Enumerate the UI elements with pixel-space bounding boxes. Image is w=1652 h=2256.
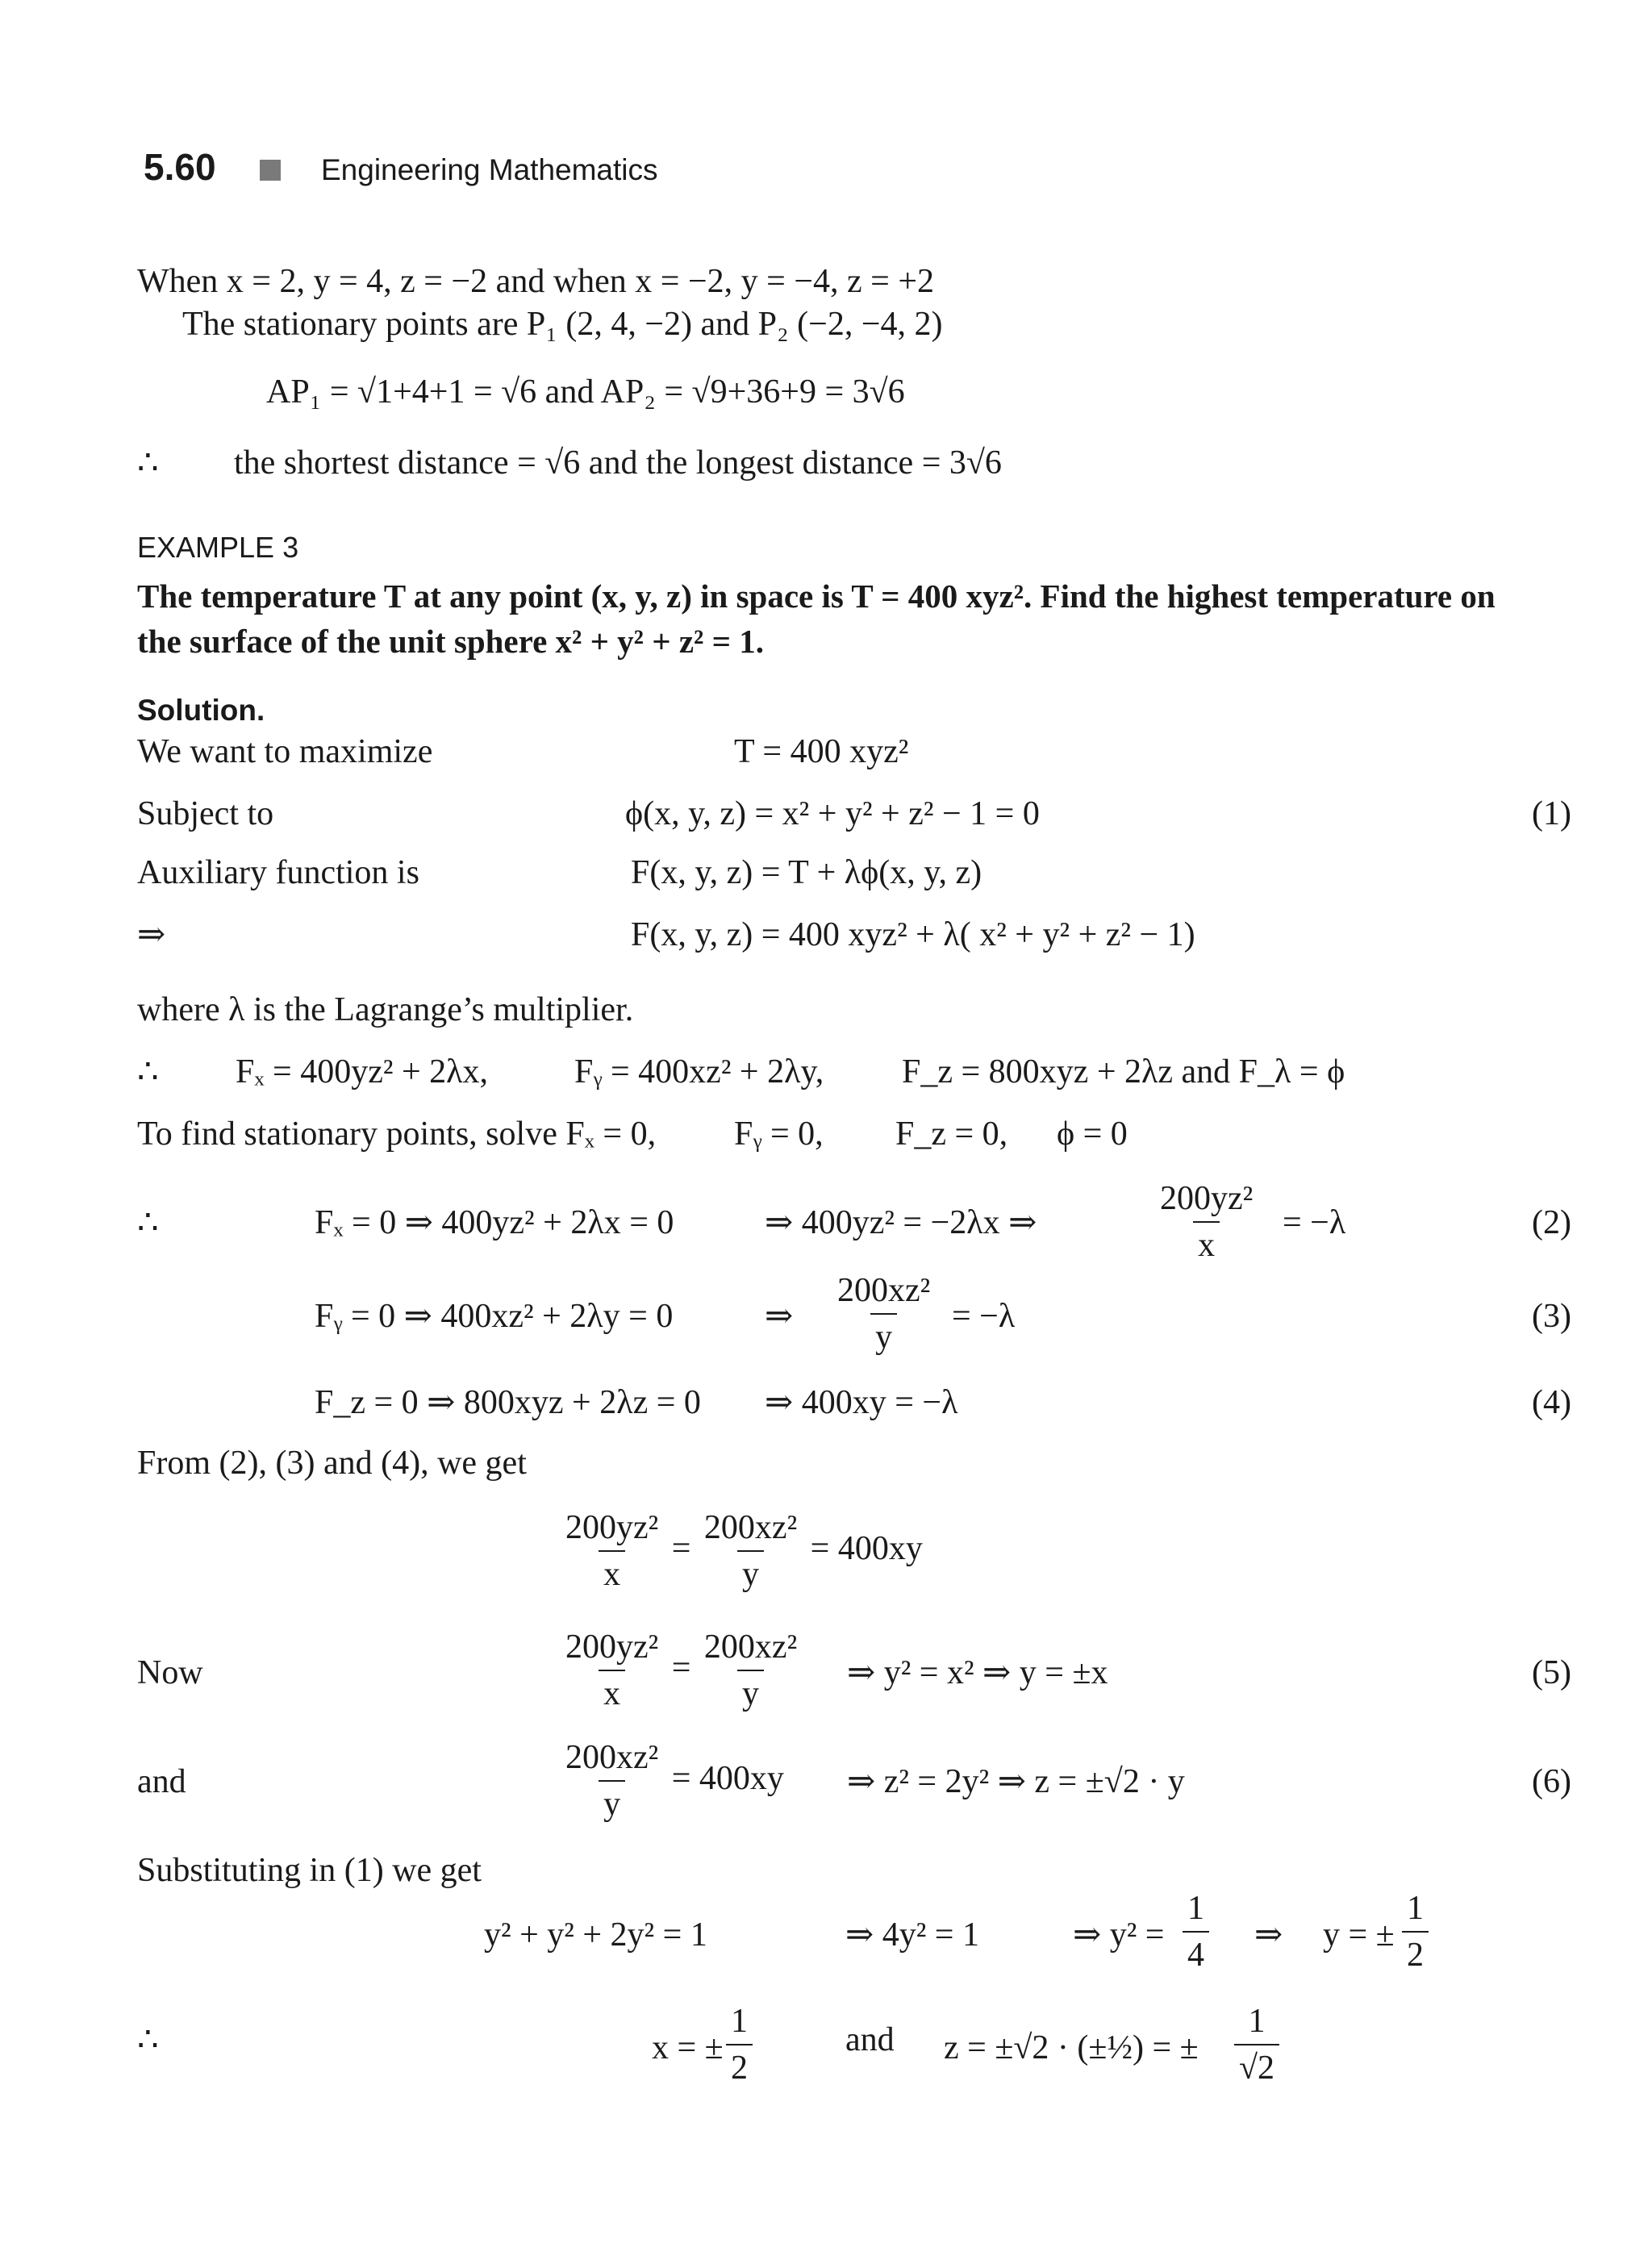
denominator: x xyxy=(599,1670,625,1713)
stationary-intro: To find stationary points, solve Fₓ = 0, xyxy=(137,1115,657,1153)
numerator: 200xz² xyxy=(565,1739,659,1776)
problem-statement: the surface of the unit sphere x² + y² + z² = 1. xyxy=(137,623,764,660)
denominator: 2 xyxy=(1402,1931,1429,1975)
denominator: x xyxy=(599,1550,625,1594)
lagrange-note: where λ is the Lagrange’s multiplier. xyxy=(137,991,634,1028)
equation-rhs: = −λ xyxy=(952,1298,1016,1335)
numerator: 200yz² xyxy=(565,1628,659,1666)
text-line: The stationary points are P₁ (2, 4, −2) and P₂ (−2, −4, 2) xyxy=(182,306,943,343)
fraction xyxy=(832,1271,935,1357)
equation-number: (6) xyxy=(1532,1763,1571,1800)
equation-rest: ⇒ z² = 2y² ⇒ z = ±√2 · y xyxy=(847,1763,1185,1800)
row-label: and xyxy=(137,1763,186,1800)
equation-number: (4) xyxy=(1532,1384,1571,1421)
therefore-symbol: ∴ xyxy=(137,1204,159,1241)
equation-number: (2) xyxy=(1532,1204,1571,1241)
denominator: y xyxy=(870,1313,897,1357)
row-label: We want to maximize xyxy=(137,733,433,770)
equation-rhs: = 400xy xyxy=(810,1529,923,1567)
fraction xyxy=(561,1628,663,1714)
row-label: Auxiliary function is xyxy=(137,854,419,891)
solution-label: Solution. xyxy=(137,694,265,727)
final-x: x = ± xyxy=(652,2029,724,2066)
equation-number: (1) xyxy=(1532,795,1571,832)
numerator: 1 xyxy=(1407,1890,1424,1927)
row-expression: T = 400 xyz² xyxy=(734,733,909,770)
denominator: 4 xyxy=(1183,1931,1209,1975)
equation-lhs: Fₓ = 0 ⇒ 400yz² + 2λx = 0 xyxy=(315,1204,674,1241)
numerator: 200xz² xyxy=(703,1509,798,1546)
stationary-fz: F_z = 0, xyxy=(895,1115,1008,1153)
fraction xyxy=(699,1628,802,1714)
conjunction: and xyxy=(845,2021,895,2058)
numerator: 200yz² xyxy=(1160,1180,1254,1217)
partial-fx: Fₓ = 400yz² + 2λx, xyxy=(236,1053,489,1090)
denominator: 2 xyxy=(726,2044,753,2087)
numerator: 1 xyxy=(731,2003,748,2040)
stationary-phi: ϕ = 0 xyxy=(1057,1115,1128,1153)
equation-mid: ⇒ 400yz² = −2λx ⇒ xyxy=(765,1204,1037,1241)
partial-fz: F_z = 800xyz + 2λz and F_λ = ϕ xyxy=(902,1053,1345,1090)
problem-statement: The temperature T at any point (x, y, z) in space is T = 400 xyz². Find the highest temperature on xyxy=(137,578,1496,615)
therefore-symbol: ∴ xyxy=(137,2021,159,2058)
final-result: y = ± xyxy=(1323,1916,1395,1954)
example-label: EXAMPLE 3 xyxy=(137,531,299,564)
therefore-symbol: ∴ xyxy=(137,444,159,482)
numerator: 200xz² xyxy=(837,1272,931,1309)
row-expression: ϕ(x, y, z) = x² + y² + z² − 1 = 0 xyxy=(625,795,1040,832)
substitution-expression: y² + y² + 2y² = 1 xyxy=(484,1916,707,1954)
denominator: y xyxy=(599,1780,625,1824)
formula-line: AP₁ = √1+4+1 = √6 and AP₂ = √9+36+9 = 3√6 xyxy=(266,373,905,411)
substitution-step: ⇒ y² = xyxy=(1073,1916,1165,1954)
denominator: y xyxy=(737,1670,764,1713)
text-line: From (2), (3) and (4), we get xyxy=(137,1445,527,1482)
equation-rhs: = −λ xyxy=(1283,1204,1346,1241)
implies-symbol: ⇒ xyxy=(1254,1916,1283,1954)
denominator: x xyxy=(1193,1221,1220,1265)
fraction xyxy=(561,1738,663,1824)
numerator: 1 xyxy=(1187,1890,1204,1927)
fraction xyxy=(1234,2002,1279,2088)
text-line: When x = 2, y = 4, z = −2 and when x = −2, y = −4, z = +2 xyxy=(137,263,935,300)
header-square-icon xyxy=(260,160,281,181)
fraction xyxy=(699,1508,802,1595)
final-z: z = ±√2 · (±½) = ± xyxy=(944,2029,1199,2066)
equation-lhs: Fᵧ = 0 ⇒ 400xz² + 2λy = 0 xyxy=(315,1298,674,1335)
equation-mid: ⇒ xyxy=(765,1298,794,1335)
equation-number: (5) xyxy=(1532,1654,1571,1691)
numerator: 1 xyxy=(1248,2003,1266,2040)
row-expression: F(x, y, z) = 400 xyz² + λ( x² + y² + z² − 1) xyxy=(631,916,1195,953)
equation-mid: ⇒ 400xy = −λ xyxy=(765,1384,958,1421)
fraction xyxy=(1155,1179,1258,1266)
stationary-fy: Fᵧ = 0, xyxy=(734,1115,824,1153)
text-line: Substituting in (1) we get xyxy=(137,1852,482,1889)
row-label: Subject to xyxy=(137,795,274,832)
numerator: 200yz² xyxy=(565,1509,659,1546)
equation-rhs: = 400xy xyxy=(671,1759,784,1797)
fraction xyxy=(1183,1889,1209,1975)
book-title: Engineering Mathematics xyxy=(321,153,658,186)
denominator: y xyxy=(737,1550,764,1594)
substitution-step: ⇒ 4y² = 1 xyxy=(845,1916,979,1954)
partial-fy: Fᵧ = 400xz² + 2λy, xyxy=(574,1053,824,1090)
equation-lhs: F_z = 0 ⇒ 800xyz + 2λz = 0 xyxy=(315,1384,701,1421)
row-expression: F(x, y, z) = T + λϕ(x, y, z) xyxy=(631,854,982,891)
text-line: the shortest distance = √6 and the longest distance = 3√6 xyxy=(234,444,1002,482)
page-number: 5.60 xyxy=(144,146,216,188)
equation-number: (3) xyxy=(1532,1298,1571,1335)
equation-rest: ⇒ y² = x² ⇒ y = ±x xyxy=(847,1654,1108,1691)
implies-symbol: ⇒ xyxy=(137,916,166,953)
fraction xyxy=(1402,1889,1429,1975)
denominator: √2 xyxy=(1234,2044,1279,2087)
row-label: Now xyxy=(137,1654,203,1691)
numerator: 200xz² xyxy=(703,1628,798,1666)
fraction xyxy=(726,2002,753,2088)
therefore-symbol: ∴ xyxy=(137,1053,159,1090)
fraction xyxy=(561,1508,663,1595)
